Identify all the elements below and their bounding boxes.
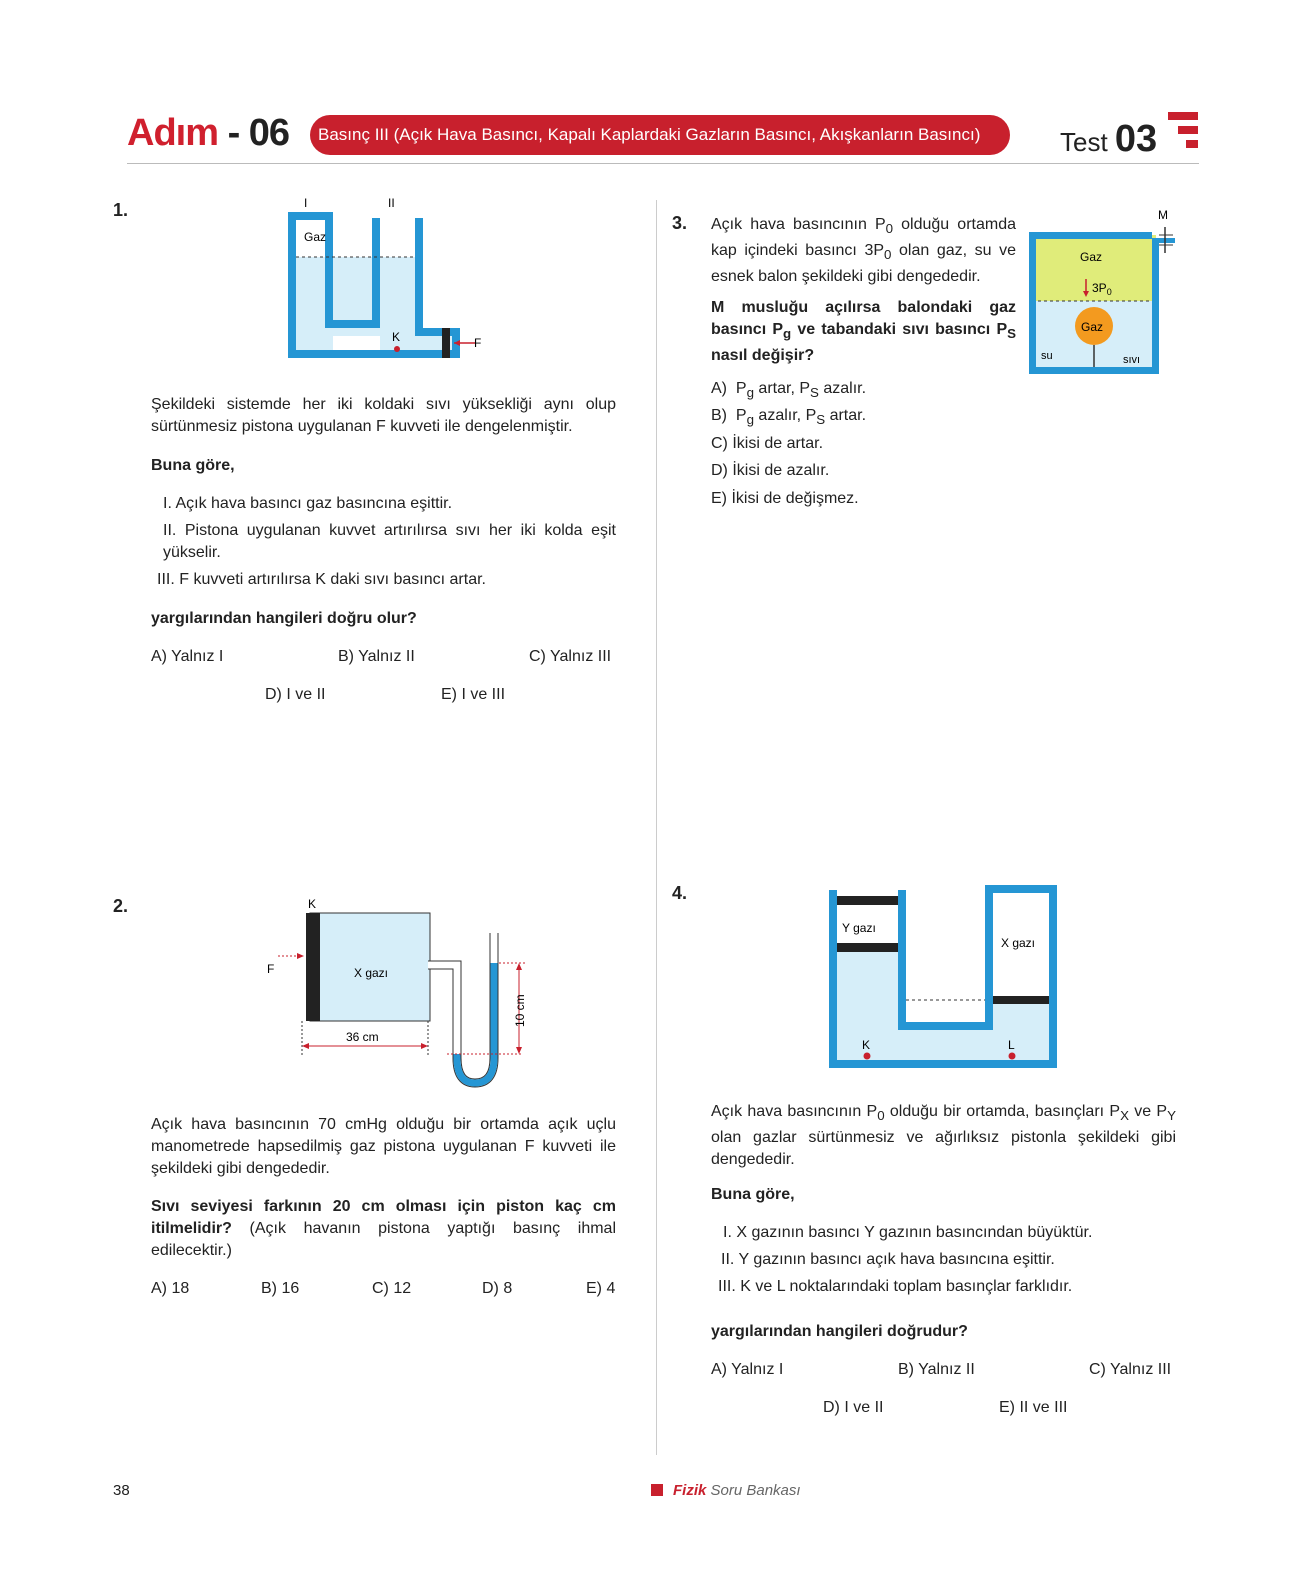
q3-question-part: M musluğu açılırsa balondaki gaz basıncı P: [711, 299, 1016, 338]
q3-balloon-label: Gaz: [1081, 320, 1104, 334]
q1-question: yargılarından hangileri doğru olur?: [151, 610, 417, 627]
q4-sub: Y: [1167, 1108, 1176, 1124]
q1-option-d[interactable]: D) I ve II: [265, 686, 326, 703]
q3-option-d[interactable]: D) İkisi de azalır.: [711, 462, 830, 479]
q4-sub: X: [1120, 1108, 1129, 1124]
q1-stem: Şekildeki sistemde her iki koldaki sıvı yüksekliği aynı olup sürtünmesiz pistona uygulanan F kuvveti ile dengelenmiştir.: [151, 396, 616, 435]
q2-width-label: 36 cm: [346, 1030, 379, 1044]
q3-number: 3.: [672, 213, 688, 233]
q1-arm-label-i: I: [304, 196, 308, 210]
q4-option-e[interactable]: E) II ve III: [999, 1399, 1068, 1416]
q3-liquid-label: sıvı: [1123, 354, 1141, 366]
footer-brand-rest: Soru Bankası: [706, 1482, 801, 1499]
q4-question: yargılarından hangileri doğrudur?: [711, 1323, 968, 1340]
q1-option-e[interactable]: E) I ve III: [441, 686, 506, 703]
q3-stem: [711, 214, 1016, 288]
q3-opt-letter: B): [711, 407, 727, 424]
q3-sub: g: [783, 326, 792, 342]
q2-figure: [262, 893, 542, 1103]
q3-pressure-sub: 0: [1106, 287, 1112, 297]
page-number: 38: [113, 1482, 130, 1499]
q3-opt-text: P: [735, 407, 747, 424]
q3-opt-text: artar.: [825, 407, 867, 424]
q1-lead: Buna göre,: [151, 457, 235, 474]
step-separator: -: [227, 112, 240, 154]
q4-stem-part: olduğu bir ortamda, basınçları P: [884, 1103, 1121, 1120]
header-divider: [127, 163, 1199, 164]
q2-piston-label: K: [308, 897, 317, 911]
q4-item-1: I. X gazının basıncı Y gazının basıncından büyüktür.: [723, 1224, 1093, 1241]
q2-option-b[interactable]: B) 16: [261, 1280, 300, 1297]
test-label: [1060, 118, 1157, 161]
q3-opt-text: azalır.: [818, 380, 867, 397]
q3-option-b[interactable]: [711, 407, 866, 427]
q3-question-part: ve tabandaki sıvı basıncı P: [791, 321, 1008, 338]
q3-water-label: su: [1041, 350, 1053, 362]
q2-gas-label: X gazı: [354, 966, 389, 980]
step-word: Adım: [127, 112, 218, 154]
q3-option-e[interactable]: E) İkisi de değişmez.: [711, 490, 859, 507]
q2-question: [151, 1196, 616, 1262]
footer-brand-bold: Fizik: [673, 1482, 707, 1499]
q3-opt-text: azalır, P: [753, 407, 817, 424]
step-title: [127, 112, 289, 155]
q2-stem: Açık hava basıncının 70 cmHg olduğu bir ortamda açık uçlu manometrede hapsedilmiş gaz pistona uygulanan F kuvveti ile şekildeki gibi dengededir.: [151, 1116, 616, 1177]
q3-stem-part: olduğu ortamda kap içindeki basıncı 3P: [711, 216, 1016, 260]
q2-height-label: 10 cm: [513, 994, 527, 1027]
q3-opt-text: P: [735, 380, 747, 397]
q3-sub: S: [1007, 326, 1016, 342]
topic-banner: Basınç III (Açık Hava Basıncı, Kapalı Kaplardaki Gazların Basıncı, Akışkanların Basıncı): [310, 115, 1010, 155]
q2-question-note: (Açık havanın pistona yaptığı basınç ihmal edilecektir.): [151, 1220, 616, 1259]
q4-stem-part: Açık hava basıncının P: [711, 1103, 878, 1120]
q1-gas-label: Gaz: [304, 230, 327, 244]
q3-stem-part: Açık hava basıncının P: [711, 216, 886, 233]
q1-item-1: I. Açık hava basıncı gaz basıncına eşittir.: [163, 495, 453, 512]
brand-square-icon: [651, 1484, 663, 1496]
q2-number: 2.: [113, 896, 129, 916]
q4-option-c[interactable]: C) Yalnız III: [1089, 1361, 1172, 1378]
q4-lead: Buna göre,: [711, 1186, 795, 1203]
test-number: 03: [1114, 118, 1158, 160]
q1-item-2: II. Pistona uygulanan kuvvet artırılırsa sıvı her iki kolda eşit yükselir.: [163, 522, 616, 561]
q3-opt-text: artar, P: [753, 380, 811, 397]
q4-gas-x-label: X gazı: [1001, 936, 1036, 950]
q4-option-a[interactable]: A) Yalnız I: [711, 1361, 784, 1378]
q3-opt-letter: A): [711, 380, 727, 397]
q3-valve-label: M: [1158, 208, 1168, 222]
q4-stem-part: ve P: [1128, 1103, 1168, 1120]
q1-arm-label-ii: II: [388, 196, 395, 210]
q4-sub: 0: [877, 1108, 885, 1124]
q4-figure: [825, 882, 1065, 1074]
q1-number: 1.: [113, 200, 129, 220]
q2-question-main: Sıvı seviyesi farkının 20 cm olması için piston kaç cm itilmelidir?: [151, 1198, 616, 1237]
q3-sub: 0: [884, 247, 892, 263]
q4-stem-part: olan gazlar sürtünmesiz ve ağırlıksız pistonla şekildeki gibi dengededir.: [711, 1129, 1176, 1169]
q1-item-3: III. F kuvveti artırılırsa K daki sıvı basıncı artar.: [157, 571, 486, 588]
q3-sub: g: [746, 412, 754, 428]
q1-option-c[interactable]: C) Yalnız III: [529, 648, 612, 665]
q3-option-c[interactable]: C) İkisi de artar.: [711, 435, 824, 452]
q4-point-l: L: [1008, 1038, 1015, 1052]
q4-gas-y-label: Y gazı: [842, 921, 876, 935]
q3-sub: 0: [885, 221, 894, 237]
q1-force-label: F: [474, 336, 482, 350]
step-number: 06: [248, 112, 290, 154]
q2-option-d[interactable]: D) 8: [482, 1280, 513, 1297]
q4-item-2: II. Y gazının basıncı açık hava basıncına eşittir.: [721, 1251, 1055, 1268]
q1-option-a[interactable]: A) Yalnız I: [151, 648, 224, 665]
footer-brand: [651, 1482, 801, 1499]
column-divider: [656, 200, 657, 1455]
q1-figure: [280, 195, 500, 370]
q4-stem: [711, 1101, 1176, 1171]
q3-stem-part: olan gaz, su ve esnek balon şekildeki gibi dengededir.: [711, 242, 1016, 286]
q2-option-a[interactable]: A) 18: [151, 1280, 190, 1297]
q3-figure: [1025, 205, 1185, 380]
q2-force-label: F: [267, 962, 275, 976]
q4-option-b[interactable]: B) Yalnız II: [898, 1361, 975, 1378]
q4-point-k: K: [862, 1038, 871, 1052]
q3-pressure-value: 3P: [1092, 281, 1107, 295]
q1-option-b[interactable]: B) Yalnız II: [338, 648, 415, 665]
q2-option-c[interactable]: C) 12: [372, 1280, 412, 1297]
q3-sub: S: [810, 385, 819, 401]
q4-item-3: III. K ve L noktalarındaki toplam basınçlar farklıdır.: [718, 1278, 1073, 1295]
q3-option-a[interactable]: [711, 380, 866, 400]
q3-question-part: nasıl değişir?: [711, 347, 815, 365]
q3-gas-label: Gaz: [1080, 250, 1103, 264]
q4-number: 4.: [672, 883, 688, 903]
q3-question: [711, 297, 1016, 367]
publisher-logo-icon: [1168, 112, 1198, 152]
q3-sub: S: [816, 412, 826, 428]
q3-sub: g: [746, 385, 754, 401]
q4-option-d[interactable]: D) I ve II: [823, 1399, 884, 1416]
q2-option-e[interactable]: E) 4: [586, 1280, 616, 1297]
test-word: Test: [1060, 127, 1108, 157]
q1-point-k: K: [392, 330, 401, 344]
